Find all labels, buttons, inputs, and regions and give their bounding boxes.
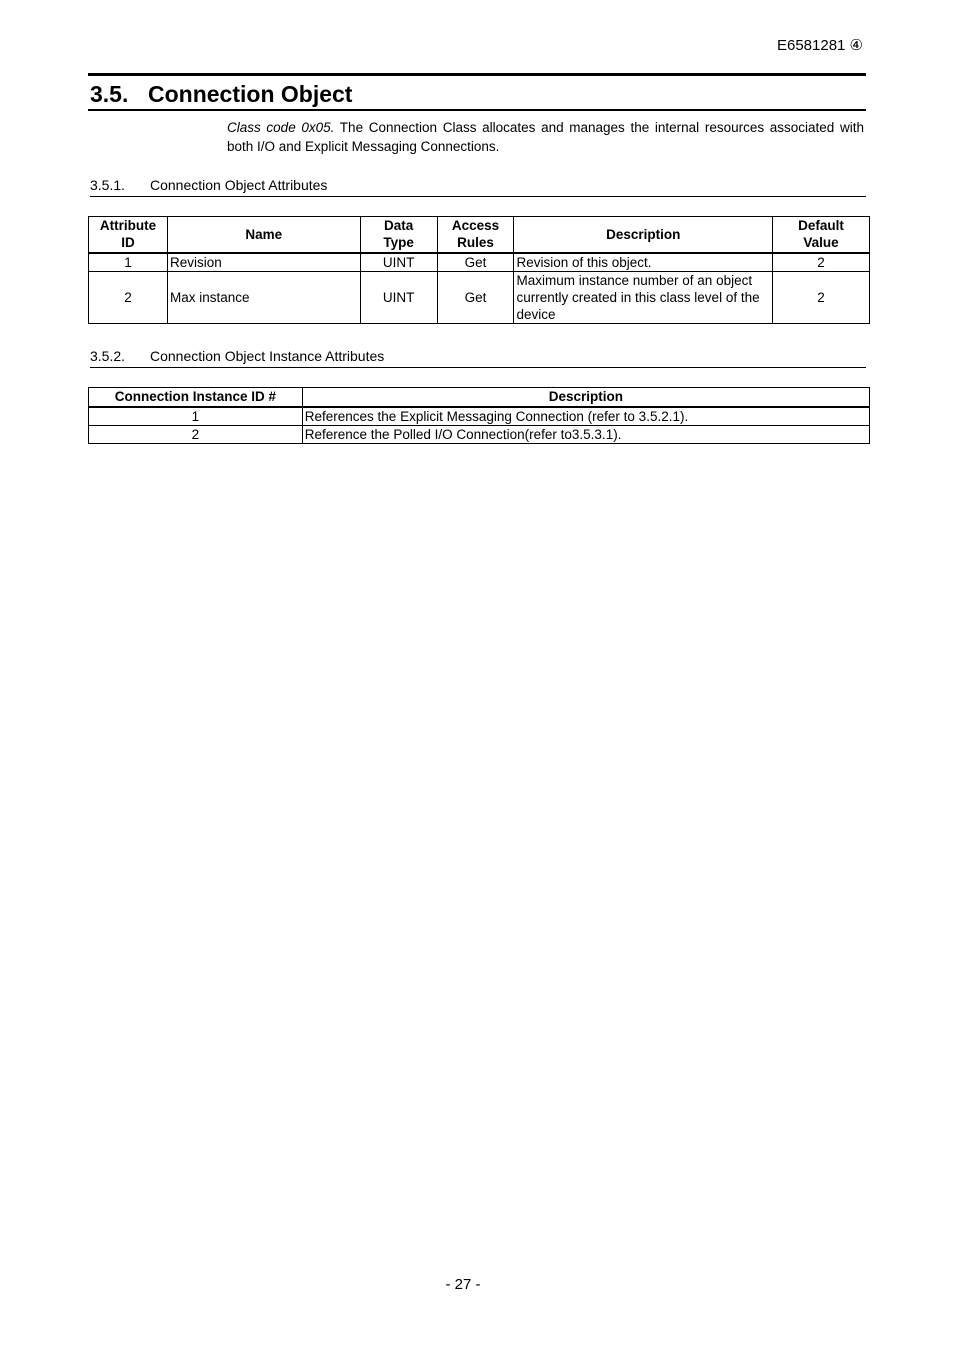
- column-header-default-value: Default Value: [773, 217, 870, 253]
- subsection-number: 3.5.2.: [90, 348, 126, 364]
- section-intro: [227, 118, 864, 156]
- section-number: 3.5.: [90, 81, 129, 107]
- table-header-row: [89, 217, 870, 253]
- column-header-description: Description: [302, 388, 869, 407]
- cell-description: Revision of this object.: [514, 253, 773, 272]
- subsection-number: 3.5.1.: [90, 177, 126, 193]
- column-header-name: Name: [167, 217, 360, 253]
- cell-instance-id: 1: [89, 407, 303, 426]
- cell-data-type: UINT: [360, 271, 437, 323]
- instances-table: [88, 387, 870, 444]
- cell-access-rules: Get: [437, 271, 514, 323]
- column-header-attribute-id: Attribute ID: [89, 217, 168, 253]
- cell-name: Max instance: [167, 271, 360, 323]
- document-id: E6581281 ④: [776, 37, 863, 54]
- column-header-description: Description: [514, 217, 773, 253]
- cell-description: Reference the Polled I/O Connection(refer to3.5.3.1).: [302, 425, 869, 443]
- attributes-table: [88, 216, 870, 324]
- cell-name: Revision: [167, 253, 360, 272]
- subsection-attributes-heading: [90, 176, 866, 197]
- table-row: [89, 407, 870, 426]
- column-header-data-type: Data Type: [360, 217, 437, 253]
- column-header-instance-id: Connection Instance ID #: [89, 388, 303, 407]
- cell-attribute-id: 1: [89, 253, 168, 272]
- subsection-instances-heading: [90, 347, 866, 368]
- class-code-text: Class code 0x05.: [227, 120, 335, 135]
- table-row: [89, 425, 870, 443]
- cell-default-value: 2: [773, 253, 870, 272]
- cell-description: References the Explicit Messaging Connection (refer to 3.5.2.1).: [302, 407, 869, 426]
- table-row: [89, 271, 870, 323]
- subsection-title: Connection Object Instance Attributes: [150, 348, 385, 364]
- page-number: - 27 -: [445, 1276, 481, 1293]
- intro-body-text: The Connection Class allocates and manages the internal resources associated with both I/O and Explicit Messaging Connections.: [227, 120, 864, 154]
- subsection-title: Connection Object Attributes: [150, 177, 328, 193]
- section-title-text: Connection Object: [148, 81, 353, 107]
- column-header-access-rules: Access Rules: [437, 217, 514, 253]
- cell-instance-id: 2: [89, 425, 303, 443]
- cell-access-rules: Get: [437, 253, 514, 272]
- section-title: [90, 80, 352, 108]
- section-bottom-rule: [88, 109, 866, 111]
- section-top-rule: [88, 73, 866, 76]
- table-row: [89, 253, 870, 272]
- cell-description: Maximum instance number of an object currently created in this class level of the device: [514, 271, 773, 323]
- cell-default-value: 2: [773, 271, 870, 323]
- table-header-row: [89, 388, 870, 407]
- cell-attribute-id: 2: [89, 271, 168, 323]
- cell-data-type: UINT: [360, 253, 437, 272]
